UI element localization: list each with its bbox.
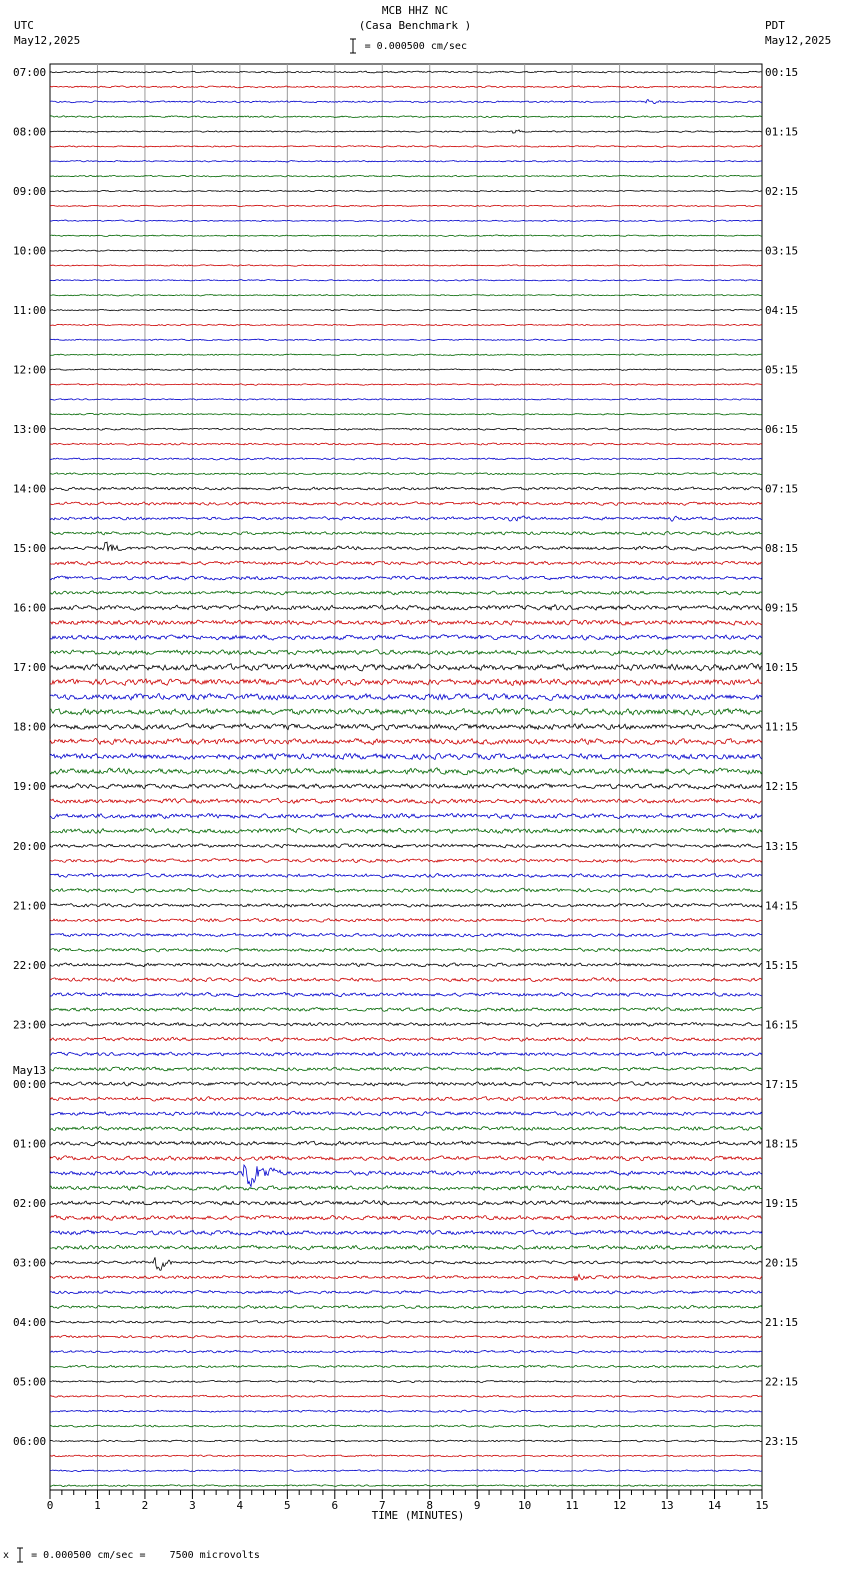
x-tick-label: 7 (378, 1499, 386, 1512)
trace-row-21 (50, 384, 762, 386)
trace-row-18 (50, 339, 762, 341)
utc-hour-label: 06:00 (13, 1434, 47, 1448)
trace-row-40 (50, 663, 762, 671)
x-tick-label: 13 (660, 1499, 674, 1512)
pdt-hour-label: 01:15 (765, 125, 799, 139)
trace-row-86 (50, 1350, 762, 1353)
trace-row-87 (50, 1365, 762, 1368)
trace-row-44 (50, 724, 762, 730)
left-date-label: May12,2025 (14, 34, 81, 47)
trace-row-12 (50, 250, 762, 251)
utc-hour-label: 20:00 (13, 839, 47, 853)
utc-hour-label: 17:00 (13, 661, 47, 675)
trace-row-53 (50, 859, 762, 863)
pdt-hour-label: 04:15 (765, 304, 799, 318)
trace-row-54 (50, 873, 762, 877)
pdt-hour-label: 08:15 (765, 542, 799, 556)
x-tick-label: 6 (331, 1499, 339, 1512)
pdt-hour-label: 17:15 (765, 1077, 799, 1091)
pdt-hour-label: 06:15 (765, 423, 799, 437)
trace-row-95 (50, 1485, 762, 1487)
trace-row-62 (50, 992, 762, 996)
pdt-hour-label: 23:15 (765, 1434, 799, 1448)
trace-row-50 (50, 813, 762, 818)
pdt-hour-label: 07:15 (765, 482, 799, 496)
utc-hour-label: 14:00 (13, 482, 47, 496)
utc-hour-label: 21:00 (13, 899, 47, 913)
utc-hour-label: 01:00 (13, 1137, 47, 1151)
trace-row-94 (50, 1470, 762, 1472)
trace-row-32 (50, 542, 762, 551)
pdt-hour-label: 03:15 (765, 244, 799, 258)
trace-row-47 (50, 768, 762, 775)
trace-row-70 (50, 1111, 762, 1116)
x-tick-label: 5 (284, 1499, 291, 1512)
trace-row-73 (50, 1156, 762, 1161)
footer-scale-legend (3, 1547, 260, 1563)
trace-row-11 (50, 235, 762, 237)
trace-row-74 (50, 1165, 762, 1186)
utc-date-change-label: May13 (13, 1063, 47, 1077)
trace-row-34 (50, 576, 762, 580)
trace-row-52 (50, 844, 762, 848)
x-axis-title: TIME (MINUTES) (371, 1509, 465, 1522)
trace-row-20 (50, 369, 762, 371)
trace-row-78 (50, 1230, 762, 1235)
trace-row-31 (50, 532, 762, 535)
trace-row-91 (50, 1425, 762, 1427)
trace-row-90 (50, 1410, 762, 1412)
trace-row-13 (50, 265, 762, 266)
utc-hour-label: 07:00 (13, 66, 47, 79)
trace-row-58 (50, 933, 762, 937)
trace-row-69 (50, 1097, 762, 1102)
pdt-hour-label: 18:15 (765, 1137, 799, 1151)
trace-row-85 (50, 1335, 762, 1338)
utc-hour-label: 19:00 (13, 780, 47, 794)
x-tick-label: 1 (94, 1499, 101, 1512)
trace-row-43 (50, 708, 762, 715)
utc-hour-label: 00:00 (13, 1077, 47, 1091)
trace-row-56 (50, 903, 762, 907)
trace-row-23 (50, 413, 762, 415)
trace-row-45 (50, 738, 762, 744)
trace-row-72 (50, 1141, 762, 1146)
trace-row-84 (50, 1321, 762, 1324)
utc-hour-label: 03:00 (13, 1256, 47, 1270)
pdt-hour-label: 10:15 (765, 661, 799, 675)
pdt-hour-label: 21:15 (765, 1315, 799, 1329)
utc-hour-label: 11:00 (13, 304, 47, 318)
trace-row-64 (50, 1022, 762, 1026)
trace-row-3 (50, 116, 762, 118)
pdt-hour-label: 20:15 (765, 1256, 799, 1270)
trace-row-35 (50, 591, 762, 595)
x-tick-label: 3 (189, 1499, 196, 1512)
pdt-hour-label: 00:15 (765, 66, 799, 79)
trace-row-10 (50, 220, 762, 222)
x-tick-label: 12 (612, 1499, 627, 1512)
trace-row-38 (50, 635, 762, 640)
footer-scale-text: = 0.000500 cm/sec = 7500 microvolts (31, 1550, 260, 1561)
utc-hour-label: 09:00 (13, 185, 47, 199)
pdt-hour-label: 16:15 (765, 1018, 799, 1032)
pdt-hour-label: 15:15 (765, 958, 799, 972)
footer-prefix: x (3, 1550, 10, 1561)
utc-hour-label: 05:00 (13, 1375, 47, 1389)
left-timezone-label: UTC (14, 19, 34, 32)
trace-row-93 (50, 1455, 762, 1457)
trace-row-28 (50, 487, 762, 491)
utc-hour-label: 12:00 (13, 363, 47, 377)
pdt-hour-label: 02:15 (765, 185, 799, 199)
trace-row-89 (50, 1395, 762, 1397)
trace-row-2 (50, 99, 762, 103)
trace-row-57 (50, 918, 762, 922)
trace-row-41 (50, 679, 762, 686)
pdt-hour-label: 22:15 (765, 1375, 799, 1389)
trace-row-68 (50, 1082, 762, 1086)
trace-row-22 (50, 399, 762, 401)
trace-row-81 (50, 1274, 762, 1280)
x-tick-label: 0 (46, 1499, 54, 1512)
trace-row-83 (50, 1305, 762, 1309)
scale-text: = 0.000500 cm/sec (364, 41, 467, 52)
trace-row-7 (50, 175, 762, 177)
pdt-hour-label: 12:15 (765, 780, 799, 794)
trace-row-16 (50, 309, 762, 310)
trace-row-24 (50, 428, 762, 430)
trace-row-15 (50, 294, 762, 295)
x-tick-label: 2 (141, 1499, 149, 1512)
trace-row-51 (50, 828, 762, 833)
pdt-hour-label: 05:15 (765, 363, 799, 377)
trace-row-30 (50, 516, 762, 521)
trace-row-14 (50, 280, 762, 281)
x-tick-label: 4 (236, 1499, 244, 1512)
pdt-hour-label: 13:15 (765, 839, 799, 853)
utc-hour-label: 18:00 (13, 720, 47, 734)
pdt-hour-label: 19:15 (765, 1196, 799, 1210)
trace-row-88 (50, 1380, 762, 1382)
trace-row-26 (50, 458, 762, 460)
utc-hour-label: 15:00 (13, 542, 47, 556)
trace-row-42 (50, 693, 762, 700)
trace-row-79 (50, 1245, 762, 1250)
trace-row-37 (50, 620, 762, 625)
trace-row-61 (50, 978, 762, 982)
trace-row-66 (50, 1052, 762, 1056)
pdt-hour-label: 09:15 (765, 601, 799, 615)
utc-hour-label: 04:00 (13, 1315, 47, 1329)
trace-row-63 (50, 1007, 762, 1011)
x-tick-label: 15 (755, 1499, 769, 1512)
trace-row-17 (50, 324, 762, 325)
trace-row-46 (50, 753, 762, 759)
trace-row-9 (50, 205, 762, 206)
trace-row-1 (50, 86, 762, 88)
right-date-label: May12,2025 (765, 34, 832, 47)
pdt-hour-label: 14:15 (765, 899, 799, 913)
trace-row-59 (50, 948, 762, 952)
utc-hour-label: 13:00 (13, 423, 47, 437)
trace-row-29 (50, 502, 762, 506)
trace-row-60 (50, 963, 762, 967)
x-tick-label: 9 (473, 1499, 481, 1512)
trace-row-55 (50, 888, 762, 892)
pdt-hour-label: 11:15 (765, 720, 799, 734)
trace-row-25 (50, 443, 762, 445)
trace-row-27 (50, 473, 762, 475)
trace-row-19 (50, 354, 762, 356)
trace-row-6 (50, 161, 762, 163)
trace-row-80 (50, 1257, 762, 1270)
x-tick-label: 10 (518, 1499, 532, 1512)
utc-hour-label: 23:00 (13, 1018, 47, 1032)
seismic-traces (50, 71, 762, 1486)
trace-row-92 (50, 1440, 762, 1442)
trace-row-49 (50, 798, 762, 803)
utc-hour-label: 16:00 (13, 601, 47, 615)
x-tick-label: 11 (565, 1499, 579, 1512)
pdt-hour-labels (765, 66, 798, 1448)
footer-scale-bar-icon (15, 1547, 25, 1563)
trace-row-8 (50, 190, 762, 191)
site-name: (Casa Benchmark ) (358, 19, 472, 32)
trace-row-82 (50, 1290, 762, 1293)
x-tick-label: 14 (707, 1499, 722, 1512)
trace-row-48 (50, 784, 762, 789)
utc-hour-label: 02:00 (13, 1196, 47, 1210)
trace-row-75 (50, 1186, 762, 1191)
trace-row-71 (50, 1126, 762, 1130)
trace-row-65 (50, 1037, 762, 1041)
trace-row-4 (50, 130, 762, 133)
right-timezone-label: PDT (765, 19, 785, 32)
trace-row-5 (50, 146, 762, 148)
trace-row-33 (50, 561, 762, 565)
utc-hour-label: 10:00 (13, 244, 47, 258)
utc-hour-labels (13, 66, 46, 1448)
utc-hour-label: 08:00 (13, 125, 47, 139)
trace-row-36 (50, 605, 762, 611)
trace-row-76 (50, 1200, 762, 1205)
trace-row-39 (50, 650, 762, 656)
trace-row-0 (50, 71, 762, 73)
utc-hour-label: 22:00 (13, 958, 47, 972)
trace-row-77 (50, 1215, 762, 1220)
x-tick-label: 8 (426, 1499, 434, 1512)
station-title: MCB HHZ NC (381, 4, 449, 17)
trace-row-67 (50, 1067, 762, 1071)
